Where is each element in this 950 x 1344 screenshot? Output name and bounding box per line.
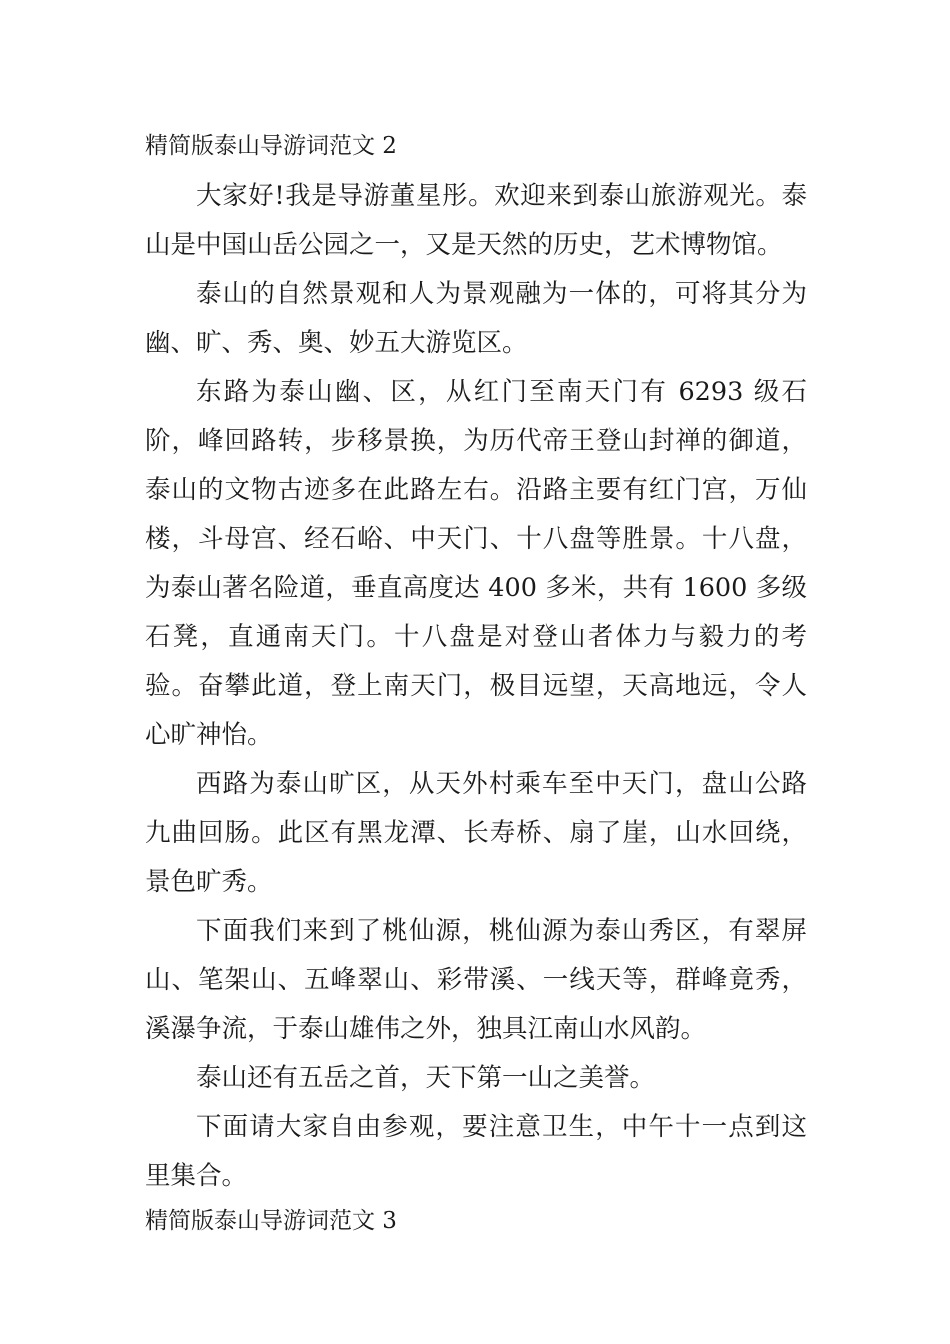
paragraph-assembly: 下面请大家自由参观，要注意卫生，中午十一点到这里集合。 [145,1112,807,1191]
section-heading-3: 精简版泰山导游词范文 3 [145,1208,397,1234]
paragraph-greeting: 大家好!我是导游董星彤。欢迎来到泰山旅游观光。泰山是中国山岳公园之一，又是天然的历史，艺术博物馆。 [145,181,807,260]
paragraph-scenic-areas: 泰山的自然景观和人为景观融为一体的，可将其分为幽、旷、秀、奥、妙五大游览区。 [145,279,807,358]
paragraph-east-route: 东路为泰山幽、区，从红门至南天门有 6293 级石阶，峰回路转，步移景换，为历代帝王登山封禅的御道，泰山的文物古迹多在此路左右。沿路主要有红门宫，万仙楼，斗母宫、经石峪、中天门、十八盘等胜景。十八盘，为泰山著名险道，垂直高度达 400 多米，共有 1600 多级石凳，直通南天门。十八盘是对登山者体力与毅力的考验。奋攀此道，登上南天门，极目远望，天高地远，令人心旷神怡。 [145,377,807,750]
paragraph-taoxianyuan: 下面我们来到了桃仙源，桃仙源为泰山秀区，有翠屏山、笔架山、五峰翠山、彩带溪、一线天等，群峰竟秀，溪瀑争流，于泰山雄伟之外，独具江南山水风韵。 [145,916,807,1044]
document-body [145,128,807,1247]
section-heading-2: 精简版泰山导游词范文 2 [145,133,397,159]
paragraph-west-route: 西路为泰山旷区，从天外村乘车至中天门，盘山公路九曲回肠。此区有黑龙潭、长寿桥、扇了崖，山水回绕，景色旷秀。 [145,769,807,897]
paragraph-reputation: 泰山还有五岳之首，天下第一山之美誉。 [196,1063,656,1093]
